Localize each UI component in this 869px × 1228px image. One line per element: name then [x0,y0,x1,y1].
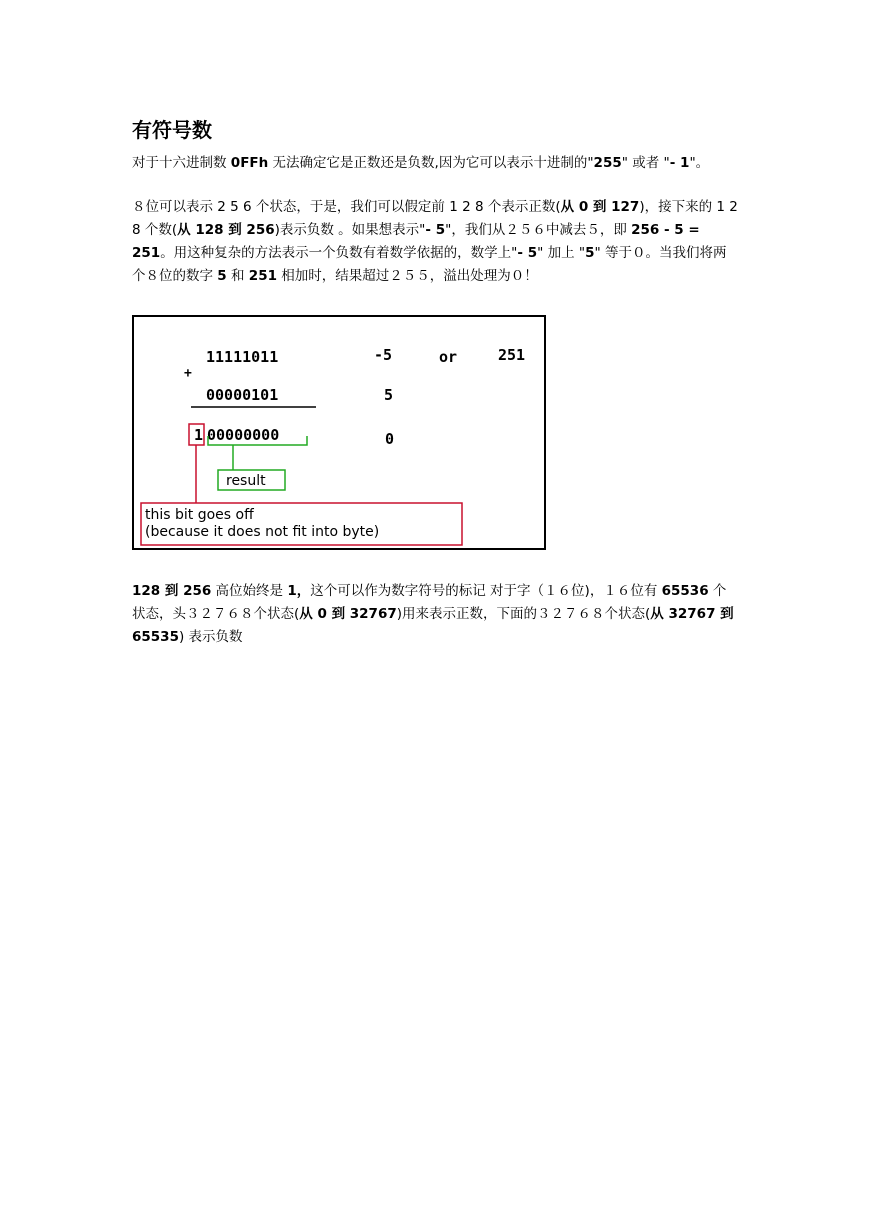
row2-bits: 00000101 [206,386,279,404]
row1-bits: 11111011 [206,348,279,366]
paragraph-sign-bit: 128 到 256 高位始终是 1，这个可以作为数字符号的标记 对于字（１６位)，１６位有 65536 个状态，头３２７６８个状态(从 0 到 32767)用来表示正数，下面的３２７６８个状态(从 32767 到 65535) 表示负数 [132,583,734,645]
plus-sign: + [184,366,192,381]
row2-value: 5 [384,386,394,404]
row1-or: or [439,348,458,366]
result-bits: 00000000 [207,426,280,444]
paragraph-8bit-states: ８位可以表示 2 5 6 个状态，于是，我们可以假定前 1 2 8 个表示正数(从 0 到 127)，接下来的 1 2 8 个数(从 128 到 256)表示负数 。如果想表示"- 5"，我们从２５６中减去５，即 256 - 5 = 251。用这种复杂的方法表示一个负数有着数学依据的，数学上"- 5" 加上 "5" 等于０。当我们将两个８位的数字 5 和 251 相加时，结果超过２５５，溢出处理为０！ [132,199,738,284]
overflow-note-line1: this bit goes off [145,507,254,523]
paragraph-hex-sign: 对于十六进制数 0FFh 无法确定它是正数还是负数,因为它可以表示十进制的"255" 或者 "- 1"。 [132,155,710,171]
result-label: result [226,473,266,489]
carry-bit: 1 [194,426,204,444]
result-value: 0 [385,430,395,448]
row1-negative-value: -5 [374,346,393,364]
binary-addition-diagram [134,317,544,548]
page-title: 有符号数 [132,118,212,142]
binary-addition-figure [132,315,546,550]
row1-unsigned-value: 251 [498,346,526,364]
overflow-note-line2: (because it does not fit into byte) [145,524,380,540]
